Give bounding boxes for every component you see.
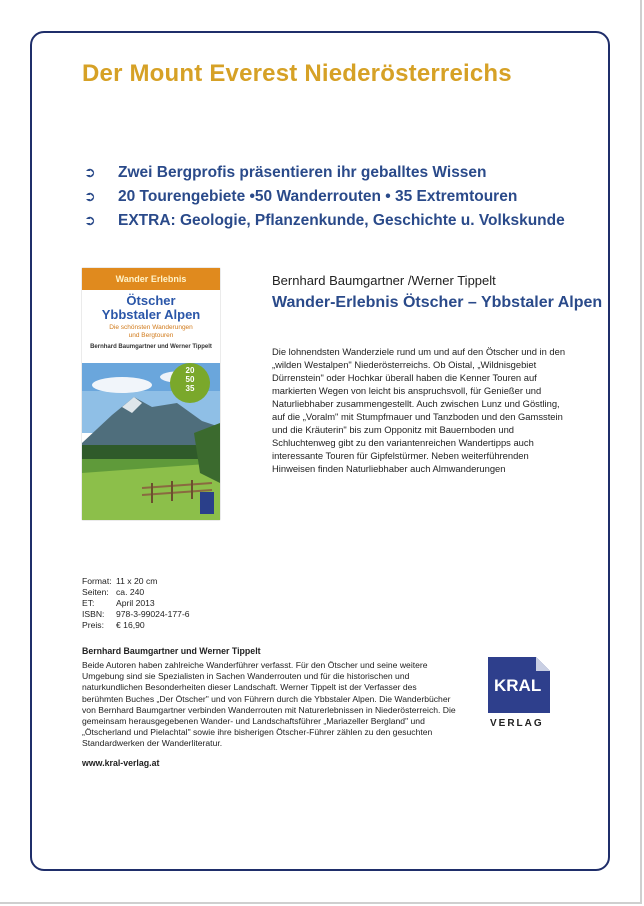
- cover-subtitle: Die schönsten Wanderungen und Bergtouren: [109, 324, 193, 339]
- cover-authors: Bernhard Baumgartner und Werner Tippelt: [90, 344, 212, 350]
- bio-heading: Bernhard Baumgartner und Werner Tippelt: [82, 646, 261, 656]
- feature-item: ➲ 20 Tourengebiete •50 Wanderrouten • 35 Extremtouren: [84, 184, 565, 208]
- arrow-icon: ➲: [84, 212, 96, 228]
- cover-title: Ötscher Ybbstaler Alpen: [101, 293, 201, 322]
- publisher-link[interactable]: www.kral-verlag.at: [82, 758, 160, 768]
- detail-row: Format: 11 x 20 cm: [82, 576, 158, 586]
- detail-row: Preis: € 16,90: [82, 620, 145, 630]
- kral-verlag-logo: [486, 655, 552, 729]
- page-title: Der Mount Everest Niederösterreichs: [82, 60, 512, 87]
- cover-publisher-logo: [200, 492, 214, 514]
- feature-list: [84, 160, 565, 232]
- book-cover: [82, 268, 220, 520]
- detail-row: ISBN: 978-3-99024-177-6: [82, 609, 190, 619]
- logo-word-verlag: VERLAG: [490, 718, 544, 729]
- cover-badge: 20 50 35: [170, 363, 210, 403]
- book-description: Die lohnendsten Wanderziele rund um und auf den Ötscher und in den „wilden Westalpen" Niederösterreichs. Ob Oistal, „Wildnisgebiet Dürrenstein" oder Hochkar überall haben die Kenner Touren auf markierten Wegen von leicht bis anspruchsvoll, für Genießer und Naturliebhaber zusammengestellt. Auch zwischen Lunz und Göstling, auf die „Voralm" mit Stumpfmauer und Tanzboden und den Gamsstein und die Kräuterin" bis zum Opponitz mit Bauernboden und Schluchtenweg gibt zu den variantenreichen Wandertipps auch interessante Touren für Gipfelstürmer. Neben weiterführenden Hinweisen finden Naturliebhaber auch Almwanderungen: [272, 346, 566, 474]
- feature-item: ➲ Zwei Bergprofis präsentieren ihr geballtes Wissen: [84, 160, 565, 184]
- feature-item: ➲ EXTRA: Geologie, Pflanzenkunde, Geschichte u. Volkskunde: [84, 208, 565, 232]
- cover-series-band: Wander Erlebnis: [82, 268, 220, 290]
- detail-row: Seiten: ca. 240: [82, 587, 145, 597]
- book-title: Wander-Erlebnis Ötscher – Ybbstaler Alpen: [272, 294, 603, 311]
- arrow-icon: ➲: [84, 164, 96, 180]
- book-authors: Bernhard Baumgartner /Werner Tippelt: [272, 273, 496, 288]
- book-details: [82, 576, 190, 631]
- arrow-icon: ➲: [84, 188, 96, 204]
- logo-word-kral: KRAL: [494, 676, 542, 695]
- detail-row: ET: April 2013: [82, 598, 155, 608]
- bio-text: Beide Autoren haben zahlreiche Wanderführer verfasst. Für den Ötscher und seine weitere Umgebung sind sie Spezialisten in Sachen Wanderrouten und für die historischen und naturkundlichen Besonderheiten dieser Landschaft. Werner Tippelt ist der Verfasser des berühmten Buches „Der Ötscher" und von Führern durch die Ybbstaler Alpen. Die Wanderbücher von Bernhard Baumgartner verbinden Wanderrouten mit Naturerlebnissen in Niederösterreich. Die gemeinsam herausgegebenen Wander- und Landschaftsführer „Mariazeller Bergland" und „Ötscherland und Pielachtal" sowie ihre bisherigen Ötscher-Führer zählen zu den gesuchten Standardwerken der Wanderliteratur.: [82, 660, 456, 749]
